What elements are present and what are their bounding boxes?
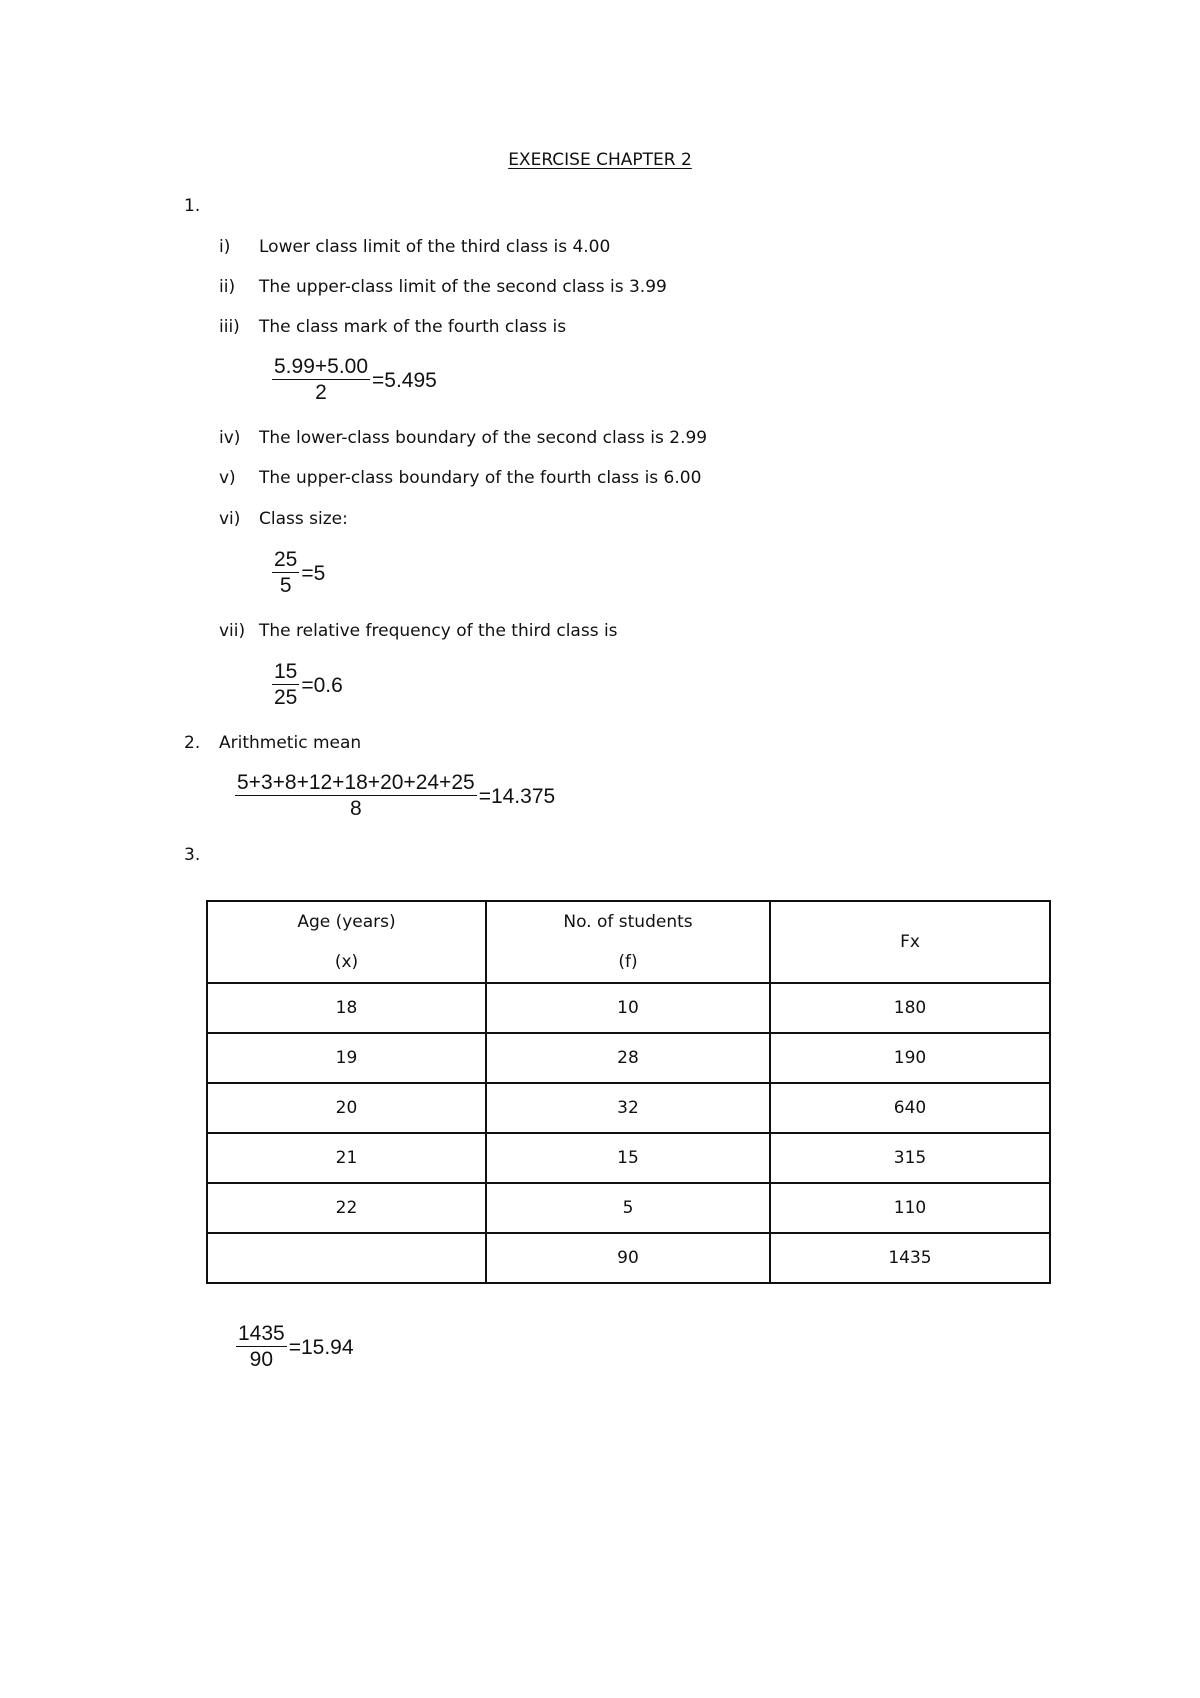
cell-fx: 640 xyxy=(770,1083,1050,1133)
cell-students: 10 xyxy=(486,983,770,1033)
q1-item-iii-roman: iii) xyxy=(219,317,240,337)
cell-students: 32 xyxy=(486,1083,770,1133)
q1-item-v xyxy=(219,468,701,488)
cell-fx-total: 1435 xyxy=(770,1233,1050,1283)
cell-fx: 110 xyxy=(770,1183,1050,1233)
fraction-numerator: 5+3+8+12+18+20+24+25 xyxy=(237,771,475,794)
q1-item-vii xyxy=(219,621,618,641)
q1-item-v-text: The upper-class boundary of the fourth class is 6.00 xyxy=(259,468,702,488)
q1-item-iv-roman: iv) xyxy=(219,428,241,448)
table-row xyxy=(207,1033,1050,1083)
header-students xyxy=(486,901,770,983)
cell-students: 5 xyxy=(486,1183,770,1233)
cell-students-total: 90 xyxy=(486,1233,770,1283)
q1-item-ii xyxy=(219,277,667,297)
fraction-denominator: 90 xyxy=(249,1348,274,1371)
table-header-row xyxy=(207,901,1050,983)
fraction-denominator: 25 xyxy=(274,686,298,709)
q1-item-vi xyxy=(219,509,348,529)
fraction-numerator: 5.99+5.00 xyxy=(274,355,369,378)
header-fx-label: Fx xyxy=(900,932,920,952)
class-mark-fraction xyxy=(272,355,370,406)
q1-item-iii-text: The class mark of the fourth class is xyxy=(259,317,567,337)
header-students-label: No. of students xyxy=(563,912,693,932)
fraction-numerator: 25 xyxy=(274,548,298,571)
mean-result-fraction xyxy=(236,1322,287,1373)
q1-item-i xyxy=(219,237,610,257)
table-total-row xyxy=(207,1233,1050,1283)
fraction-result: =0.6 xyxy=(301,673,343,697)
cell-age: 19 xyxy=(207,1033,486,1083)
fraction-result: =15.94 xyxy=(288,1335,354,1359)
cell-age: 18 xyxy=(207,983,486,1033)
fraction-numerator: 15 xyxy=(274,660,298,683)
relative-frequency-formula xyxy=(272,660,343,711)
q1-item-iv xyxy=(219,428,707,448)
cell-students: 28 xyxy=(486,1033,770,1083)
fraction-result: =5.495 xyxy=(372,368,437,392)
q1-item-iii xyxy=(219,317,566,337)
header-age-symbol: (x) xyxy=(334,952,359,972)
fraction-denominator: 5 xyxy=(279,574,292,597)
fraction-denominator: 2 xyxy=(315,381,327,404)
q1-item-vi-roman: vi) xyxy=(219,509,241,529)
question-2-number: 2. xyxy=(184,733,201,753)
mean-result-formula xyxy=(236,1322,354,1373)
q1-item-iv-text: The lower-class boundary of the second class is 2.99 xyxy=(259,428,708,448)
q1-item-ii-roman: ii) xyxy=(219,277,236,297)
cell-fx: 315 xyxy=(770,1133,1050,1183)
header-age xyxy=(207,901,486,983)
arithmetic-mean-fraction xyxy=(235,771,477,822)
table-row xyxy=(207,1183,1050,1233)
fraction-denominator: 8 xyxy=(350,797,362,820)
q1-item-ii-text: The upper-class limit of the second class is 3.99 xyxy=(259,277,667,297)
class-size-formula xyxy=(272,548,325,599)
q1-item-i-roman: i) xyxy=(219,237,231,257)
q1-item-vii-text: The relative frequency of the third class is xyxy=(259,621,618,641)
fraction-result: =5 xyxy=(301,561,326,585)
table-row xyxy=(207,983,1050,1033)
class-size-fraction xyxy=(272,548,299,599)
table-row xyxy=(207,1083,1050,1133)
cell-fx: 190 xyxy=(770,1033,1050,1083)
fraction-numerator: 1435 xyxy=(238,1322,285,1345)
q1-item-vii-roman: vii) xyxy=(219,621,246,641)
q1-item-i-text: Lower class limit of the third class is 4.00 xyxy=(259,237,611,257)
question-2-label: Arithmetic mean xyxy=(219,733,362,753)
header-age-label: Age (years) xyxy=(297,912,396,932)
question-3-number: 3. xyxy=(184,845,201,865)
fraction-result: =14.375 xyxy=(478,784,556,808)
cell-students: 15 xyxy=(486,1133,770,1183)
q1-item-vi-text: Class size: xyxy=(259,509,348,529)
cell-age xyxy=(207,1233,486,1283)
frequency-table xyxy=(206,900,1051,1284)
header-fx xyxy=(770,901,1050,983)
cell-fx: 180 xyxy=(770,983,1050,1033)
arithmetic-mean-formula xyxy=(235,771,555,822)
cell-age: 21 xyxy=(207,1133,486,1183)
page-title: EXERCISE CHAPTER 2 xyxy=(508,150,692,170)
relative-frequency-fraction xyxy=(272,660,299,711)
cell-age: 20 xyxy=(207,1083,486,1133)
table-row xyxy=(207,1133,1050,1183)
cell-age: 22 xyxy=(207,1183,486,1233)
class-mark-formula xyxy=(272,355,437,406)
question-1-number: 1. xyxy=(184,196,201,216)
q1-item-v-roman: v) xyxy=(219,468,236,488)
header-students-symbol: (f) xyxy=(618,952,638,972)
